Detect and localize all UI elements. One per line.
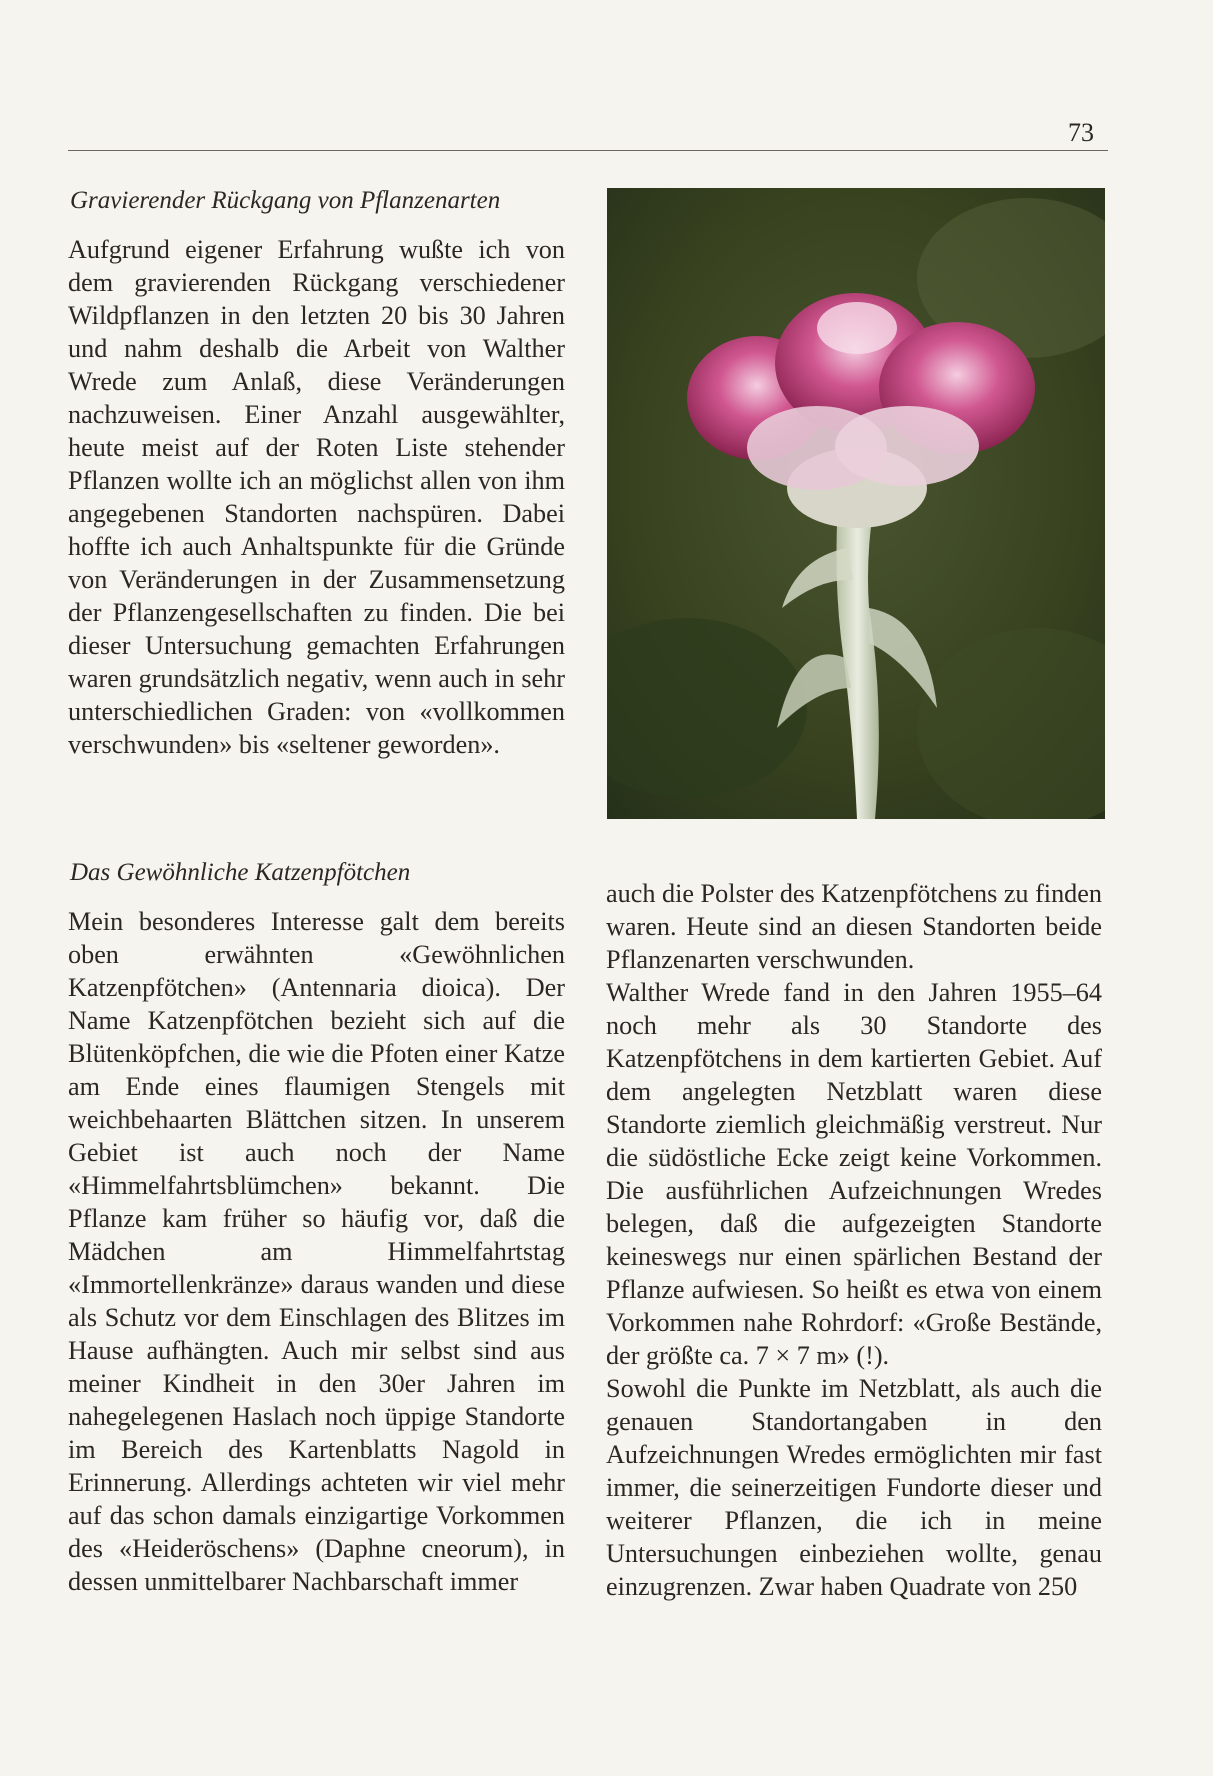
body-text-decline	[68, 233, 565, 761]
section-heading-decline: Gravierender Rückgang von Pflanzenarten	[70, 187, 501, 214]
page-number: 73	[1068, 118, 1094, 147]
flower-photo-illustration	[607, 188, 1105, 819]
paragraph-decline: Aufgrund eigener Erfahrung wußte ich von dem gravierenden Rückgang verschiedener Wildpflanzen in den letzten 20 bis 30 Jahren und nahm deshalb die Arbeit von Walther Wrede zum Anlaß, diese Veränderungen nachzuweisen. Einer Anzahl ausgewählter, heute meist auf der Roten Liste stehender Pflanzen wollte ich an möglichst allen von ihm angegebenen Standorten nachspüren. Dabei hoffte ich auch Anhaltspunkte für die Gründe von Veränderungen in der Zusammensetzung der Pflanzengesellschaften zu finden. Die bei dieser Untersuchung gemachten Erfahrungen waren grundsätzlich negativ, wenn auch in sehr unterschiedlichen Graden: von «vollkommen verschwunden» bis «seltener geworden».	[68, 235, 565, 759]
paragraph-right-2: Walther Wrede fand in den Jahren 1955–64 noch mehr als 30 Standorte des Katzenpfötchens in dem kartierten Gebiet. Auf dem angelegten Netzblatt waren diese Standorte ziemlich gleichmäßig verstreut. Nur die südöstliche Ecke zeigt keine Vorkommen. Die ausführlichen Aufzeichnungen Wredes belegen, daß die aufgezeigten Standorte keineswegs nur einen spärlichen Bestand der Pflanze aufwiesen. So heißt es etwa von einem Vorkommen nahe Rohrdorf: «Große Bestände, der größte ca. 7 × 7 m» (!).	[606, 978, 1102, 1370]
body-text-katzenpfoetchen-left	[68, 905, 565, 1598]
body-text-right-column	[606, 877, 1102, 1603]
header-rule	[68, 150, 1108, 151]
paragraph-right-1: auch die Polster des Katzenpfötchens zu finden waren. Heute sind an diesen Standorten beide Pflanzenarten verschwunden.	[606, 879, 1102, 974]
paragraph-katzenpfoetchen: Mein besonderes Interesse galt dem bereits oben erwähnten «Gewöhnlichen Katzenpfötchen» (Antennaria dioica). Der Name Katzenpfötchen bezieht sich auf die Blütenköpfchen, die wie die Pfoten einer Katze am Ende eines flaumigen Stengels mit weichbehaarten Blättchen sitzen. In unserem Gebiet ist auch noch der Name «Himmelfahrtsblümchen» bekannt. Die Pflanze kam früher so häufig vor, daß die Mädchen am Himmelfahrtstag «Immortellenkränze» daraus wanden und diese als Schutz vor dem Einschlagen des Blitzes im Hause aufhängten. Auch mir selbst sind aus meiner Kindheit in den 30er Jahren im nahegelegenen Haslach noch üppige Standorte im Bereich des Kartenblatts Nagold in Erinnerung. Allerdings achteten wir viel mehr auf das schon damals einzigartige Vorkommen des «Heideröschens» (Daphne cneorum), in dessen unmittelbarer Nachbarschaft immer	[68, 907, 565, 1596]
flower-photo	[607, 188, 1105, 819]
paragraph-right-3: Sowohl die Punkte im Netzblatt, als auch die genauen Standortangaben in den Aufzeichnungen Wredes ermöglichten mir fast immer, die seinerzeitigen Fundorte dieser und weiterer Pflanzen, die ich in meine Untersuchungen einbeziehen wollte, genau einzugrenzen. Zwar haben Quadrate von 250	[606, 1374, 1102, 1601]
section-heading-katzenpfoetchen: Das Gewöhnliche Katzenpfötchen	[70, 859, 411, 886]
